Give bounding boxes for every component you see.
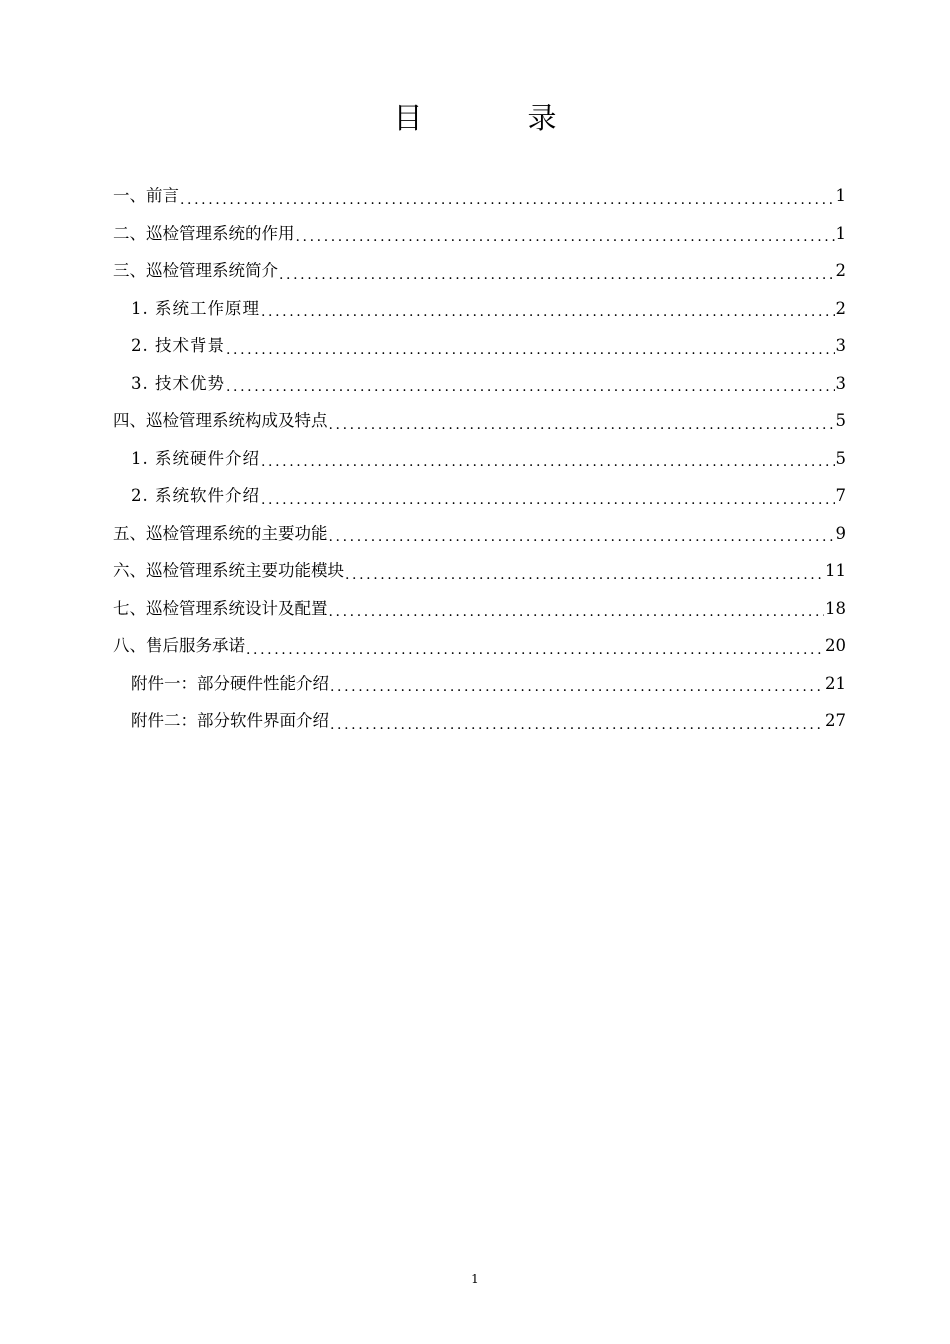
toc-entry-page: 9 <box>835 523 846 543</box>
toc-leader-dots <box>330 672 824 702</box>
toc-entry-label: 二、巡检管理系统的作用 <box>113 223 295 243</box>
toc-entry-page: 1 <box>835 223 846 243</box>
toc-leader-dots <box>329 597 825 627</box>
toc-leader-dots <box>329 410 835 440</box>
toc-entry-label: 1. 系统工作原理 <box>131 298 260 318</box>
toc-subentry[interactable] <box>113 440 846 478</box>
toc-entry-page: 11 <box>825 561 846 580</box>
toc-entry-page: 1 <box>835 186 846 205</box>
toc-entry-label: 三、巡检管理系统简介 <box>113 261 278 280</box>
toc-entry-page: 2 <box>835 298 846 318</box>
toc-subentry[interactable] <box>113 365 846 403</box>
toc-subentry[interactable] <box>113 327 846 365</box>
toc-entry[interactable] <box>113 177 846 215</box>
toc-leader-dots <box>246 635 824 665</box>
toc-entry[interactable] <box>113 590 846 628</box>
toc-entry-page: 5 <box>835 411 846 430</box>
toc-leader-dots <box>330 710 824 740</box>
toc-leader-dots <box>261 485 835 515</box>
toc-entry-label: 六、巡检管理系统主要功能模块 <box>113 561 344 580</box>
toc-entry-label: 1. 系统硬件介绍 <box>131 448 260 468</box>
toc-leader-dots <box>226 335 835 365</box>
toc-entry-page: 3 <box>835 373 846 393</box>
toc-leader-dots <box>345 560 824 590</box>
toc-subentry[interactable] <box>113 290 846 328</box>
toc-entry-page: 2 <box>835 261 846 280</box>
toc-entry[interactable] <box>113 252 846 290</box>
toc-entry-label: 五、巡检管理系统的主要功能 <box>113 523 328 543</box>
toc-list <box>113 177 846 740</box>
toc-entry-label: 七、巡检管理系统设计及配置 <box>113 598 328 618</box>
toc-leader-dots <box>261 447 835 477</box>
toc-entry[interactable] <box>113 215 846 253</box>
toc-leader-dots <box>261 297 835 327</box>
page-number: 1 <box>471 1272 479 1286</box>
toc-leader-dots <box>226 372 835 402</box>
toc-leader-dots <box>180 185 835 215</box>
toc-entry-page: 7 <box>835 486 846 505</box>
toc-entry-page: 21 <box>825 673 846 693</box>
toc-entry[interactable] <box>113 402 846 440</box>
toc-entry-page: 3 <box>835 336 846 355</box>
toc-title: 目 录 <box>393 101 595 135</box>
toc-appendix-entry[interactable] <box>113 702 846 740</box>
toc-entry-page: 5 <box>835 448 846 468</box>
toc-entry-page: 20 <box>825 636 846 655</box>
toc-entry-label: 一、前言 <box>113 186 179 205</box>
toc-entry-label: 附件二：部分软件界面介绍 <box>131 711 329 730</box>
toc-subentry[interactable] <box>113 477 846 515</box>
toc-entry-label: 2. 系统软件介绍 <box>131 486 260 505</box>
toc-entry-page: 18 <box>825 598 846 618</box>
toc-entry[interactable] <box>113 627 846 665</box>
toc-entry-page: 27 <box>825 711 846 730</box>
toc-entry[interactable] <box>113 515 846 553</box>
toc-leader-dots <box>279 260 835 290</box>
toc-entry-label: 2. 技术背景 <box>131 336 225 355</box>
toc-entry-label: 四、巡检管理系统构成及特点 <box>113 411 328 430</box>
toc-entry-label: 八、售后服务承诺 <box>113 636 245 655</box>
toc-entry-label: 附件一：部分硬件性能介绍 <box>131 673 329 693</box>
toc-appendix-entry[interactable] <box>113 665 846 703</box>
toc-leader-dots <box>329 522 835 552</box>
toc-leader-dots <box>296 222 835 252</box>
toc-entry-label: 3. 技术优势 <box>131 373 225 393</box>
toc-entry[interactable] <box>113 552 846 590</box>
